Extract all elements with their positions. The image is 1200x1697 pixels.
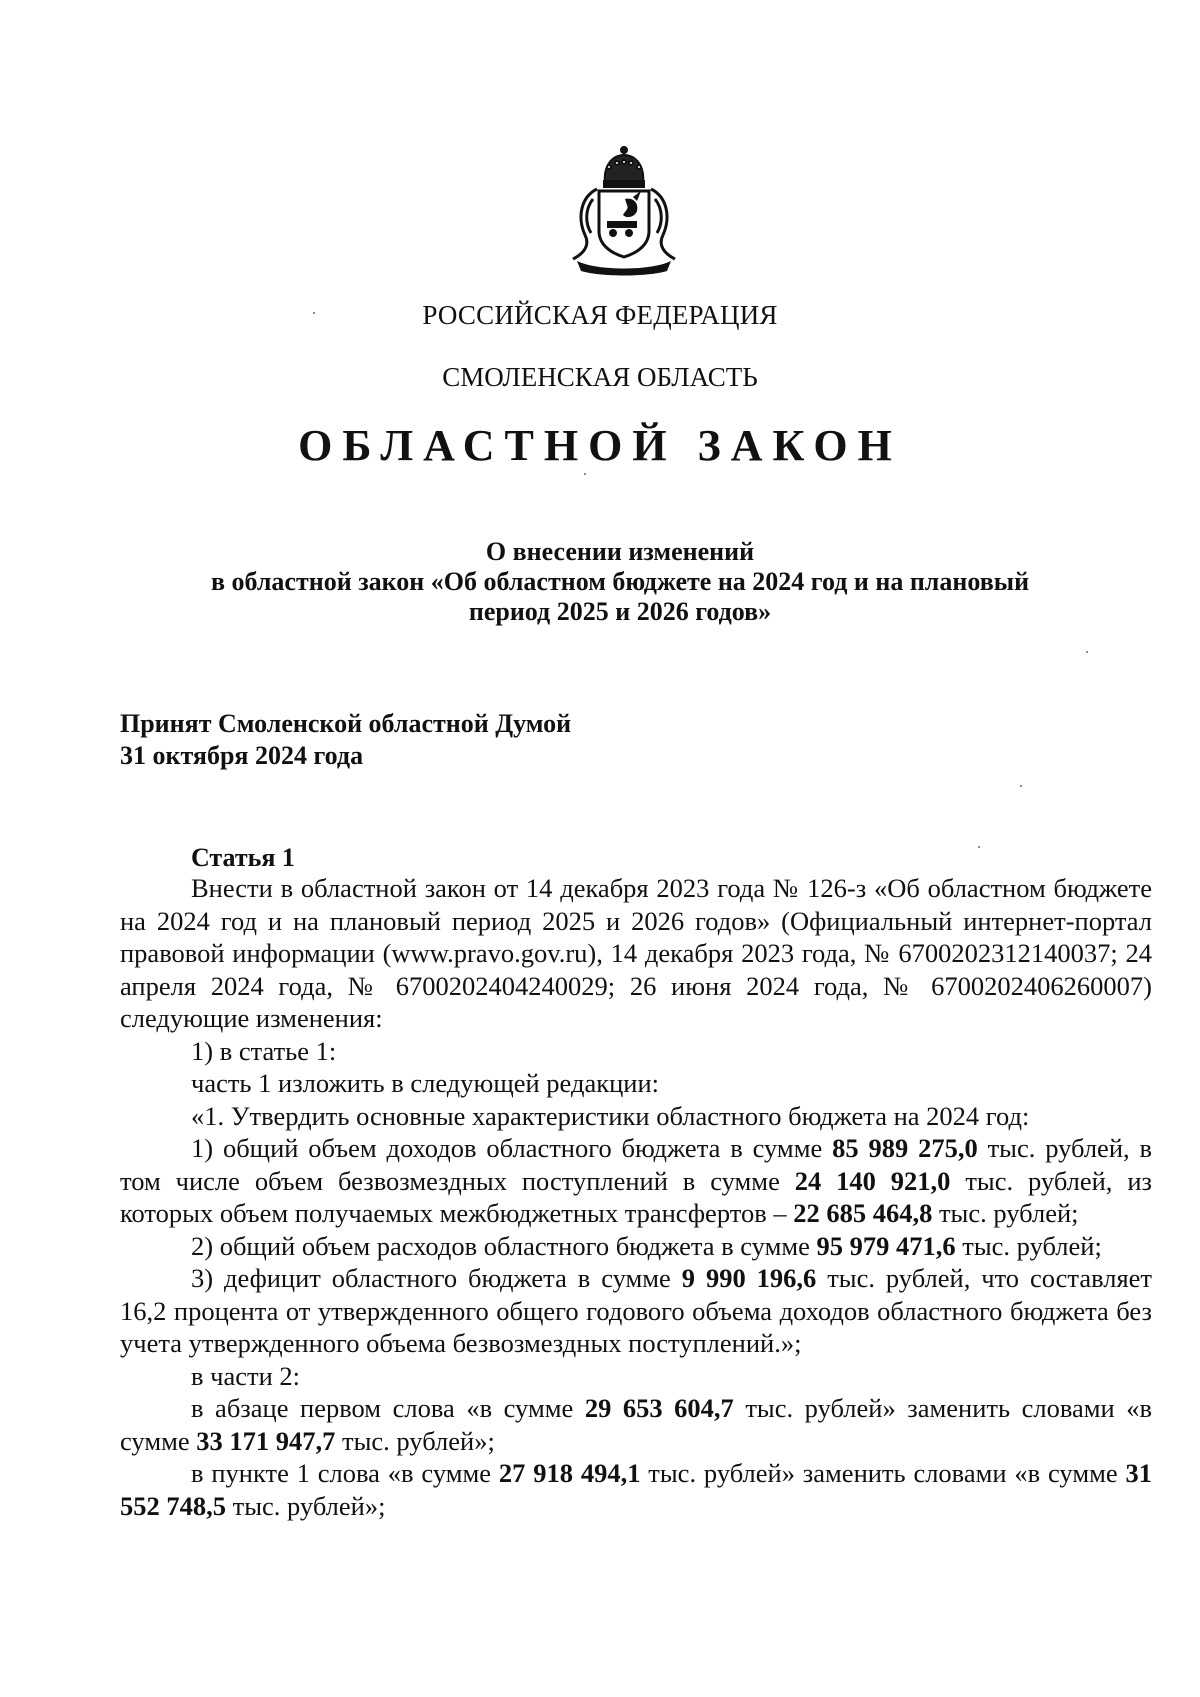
amount: 27 918 494,1 <box>498 1458 641 1488</box>
text: 2) общий объем расходов областного бюджета в сумме <box>191 1230 817 1261</box>
article-heading: Статья 1 <box>191 843 295 872</box>
scan-speck <box>313 312 315 314</box>
paragraph-part2-item1 <box>120 1457 1152 1522</box>
law-title-line: период 2025 и 2026 годов» <box>468 597 772 626</box>
text: тыс. рублей» заменить словами «в сумме <box>120 1393 1153 1456</box>
scan-speck <box>1020 785 1022 787</box>
text: тыс. рублей; <box>955 1230 1102 1261</box>
scan-speck <box>978 846 980 848</box>
law-title <box>150 537 1090 627</box>
adoption-info <box>120 708 571 772</box>
paragraph: 1) в статье 1: <box>191 1035 337 1066</box>
amount: 33 171 947,7 <box>196 1425 336 1456</box>
paragraph-revenues <box>120 1132 1152 1230</box>
amount: 85 989 275,0 <box>832 1133 978 1163</box>
amount: 9 990 196,6 <box>681 1263 817 1293</box>
document-type: ОБЛАСТНОЙ ЗАКОН <box>298 421 902 470</box>
text: 3) дефицит областного бюджета в сумме <box>191 1263 682 1293</box>
adopted-by: Принят Смоленской областной Думой <box>120 709 572 738</box>
text: тыс. рублей»; <box>226 1490 386 1521</box>
text: тыс. рублей»; <box>335 1425 495 1456</box>
amount: 29 653 604,7 <box>584 1393 734 1423</box>
country-name: РОССИЙСКАЯ ФЕДЕРАЦИЯ <box>422 300 778 330</box>
amount: 95 979 471,6 <box>816 1230 956 1261</box>
paragraph-deficit <box>120 1262 1152 1360</box>
law-title-line: в областной закон «Об областном бюджете на 2024 год и на плановый <box>210 567 1030 596</box>
text: 1) общий объем доходов областного бюджета в сумме <box>191 1133 833 1163</box>
text: в абзаце первом слова «в сумме <box>191 1393 585 1423</box>
scan-speck <box>584 473 586 475</box>
amount: 22 685 464,8 <box>793 1198 933 1228</box>
text: тыс. рублей, из которых объем получаемых межбюджетных трансфертов – <box>120 1165 1152 1228</box>
text: тыс. рублей; <box>932 1198 1079 1228</box>
article-body <box>120 872 1152 1522</box>
text: тыс. рублей, что составляет 16,2 процента от утвержденного общего годового объема доходов областного бюджета без учета утвержденного объема безвозмездных поступлений.»; <box>120 1263 1153 1358</box>
article-intro: Внести в областной закон от 14 декабря 2023 года № 126-з «Об областном бюджете на 2024 год и на плановый период 2025 и 2026 годов» (Официальный интернет-портал правовой информации (www.pravo.gov.ru), 14 декабря 2023 года, № 6700202312140037; 24 апреля 2024 года, № 6700202404240029; 26 июня 2024 года, № 6700202406260007) следующие изменения: <box>120 873 1152 1033</box>
amount: 31 552 748,5 <box>120 1458 1152 1521</box>
amount: 24 140 921,0 <box>794 1165 951 1196</box>
coat-of-arms-icon <box>563 143 685 277</box>
paragraph-expenses <box>120 1230 1152 1263</box>
law-title-line: О внесении изменений <box>485 537 755 566</box>
text: тыс. рублей» заменить словами «в сумме <box>640 1458 1126 1488</box>
scan-speck <box>1086 651 1088 653</box>
text: тыс. рублей, в том числе объем безвозмездных поступлений в сумме <box>120 1133 1153 1196</box>
text: в пункте 1 слова «в сумме <box>191 1458 499 1488</box>
paragraph: в части 2: <box>191 1360 300 1391</box>
paragraph: часть 1 изложить в следующей редакции: <box>191 1068 659 1098</box>
paragraph-part2-first <box>120 1392 1152 1457</box>
region-name: СМОЛЕНСКАЯ ОБЛАСТЬ <box>442 362 758 392</box>
paragraph: «1. Утвердить основные характеристики областного бюджета на 2024 год: <box>191 1100 1030 1131</box>
adoption-date: 31 октября 2024 года <box>120 741 364 770</box>
